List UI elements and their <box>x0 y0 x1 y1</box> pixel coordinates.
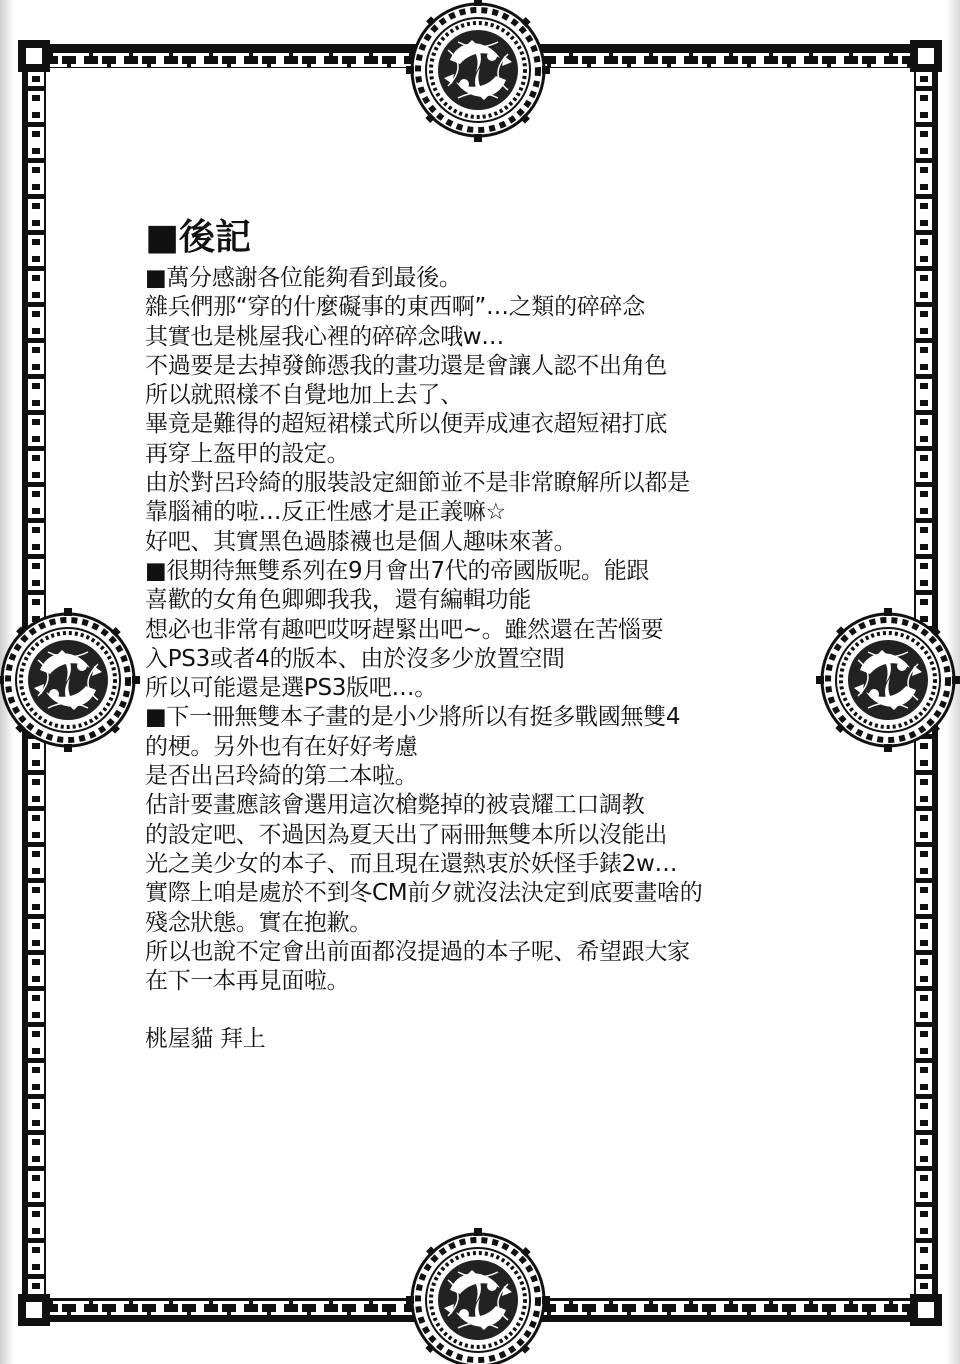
body-line: 入PS3或者4的版本、由於沒多少放置空間 <box>145 645 565 672</box>
body-line: 的梗。另外也有在好好考慮 <box>145 733 418 760</box>
body-line: 光之美少女的本子、而且現在還熱衷於妖怪手錶2w… <box>145 850 678 877</box>
body-line: 喜歡的女角色卿卿我我，還有編輯功能 <box>145 587 531 614</box>
body-line: 所以可能還是選PS3版吧…。 <box>145 675 437 702</box>
body-line: 想必也非常有趣吧哎呀趕緊出吧~。雖然還在苦惱要 <box>145 616 664 643</box>
phoenix-medallion-icon <box>406 0 550 142</box>
body-line: ■萬分感謝各位能夠看到最後。 <box>145 265 462 291</box>
body-line: 所以也說不定會出前面都沒提過的本子呢、希望跟大家 <box>145 938 690 965</box>
body-line: 在下一本再見面啦。 <box>145 968 350 995</box>
body-line: 的設定吧、不過因為夏天出了兩冊無雙本所以沒能出 <box>145 821 668 848</box>
body-line: 其實也是桃屋我心裡的碎碎念哦w… <box>145 323 505 350</box>
body-line: 畢竟是難得的超短裙樣式所以便弄成連衣超短裙打底 <box>145 411 668 438</box>
body-line: 殘念狀態。實在抱歉。 <box>145 909 373 936</box>
body-line: 估計要畫應該會選用這次槍斃掉的被袁耀工口調教 <box>145 792 645 819</box>
body-line: 好吧、其實黑色過膝襪也是個人趣味來著。 <box>145 528 577 555</box>
body-line: 實際上咱是處於不到冬CM前夕就沒法決定到底要畫啥的 <box>145 880 703 907</box>
afterword-text <box>145 216 845 1055</box>
body-line: 再穿上盔甲的設定。 <box>145 440 350 467</box>
signature: 桃屋貓 拜上 <box>145 1026 266 1053</box>
body-line: 不過要是去掉發飾憑我的畫功還是會讓人認不出角色 <box>145 352 668 379</box>
body-line: ■下一冊無雙本子畫的是小少將所以有挺多戰國無雙4 <box>145 704 681 731</box>
phoenix-medallion-icon <box>406 1228 550 1364</box>
page-title: ■後記 <box>145 217 252 258</box>
spacer <box>145 996 845 1025</box>
body-line: 所以就照樣不自覺地加上去了、 <box>145 382 463 409</box>
body-line: 雜兵們那“穿的什麼礙事的東西啊”…之類的碎碎念 <box>145 294 645 321</box>
body-line: 由於對呂玲綺的服裝設定細節並不是非常瞭解所以都是 <box>145 470 690 497</box>
body-line: 靠腦補的啦…反正性感才是正義嘛☆ <box>145 499 506 526</box>
body-line: 是否出呂玲綺的第二本啦。 <box>145 763 418 790</box>
phoenix-medallion-icon <box>0 608 140 752</box>
body-line: ■很期待無雙系列在9月會出7代的帝國版呢。能跟 <box>145 557 650 584</box>
